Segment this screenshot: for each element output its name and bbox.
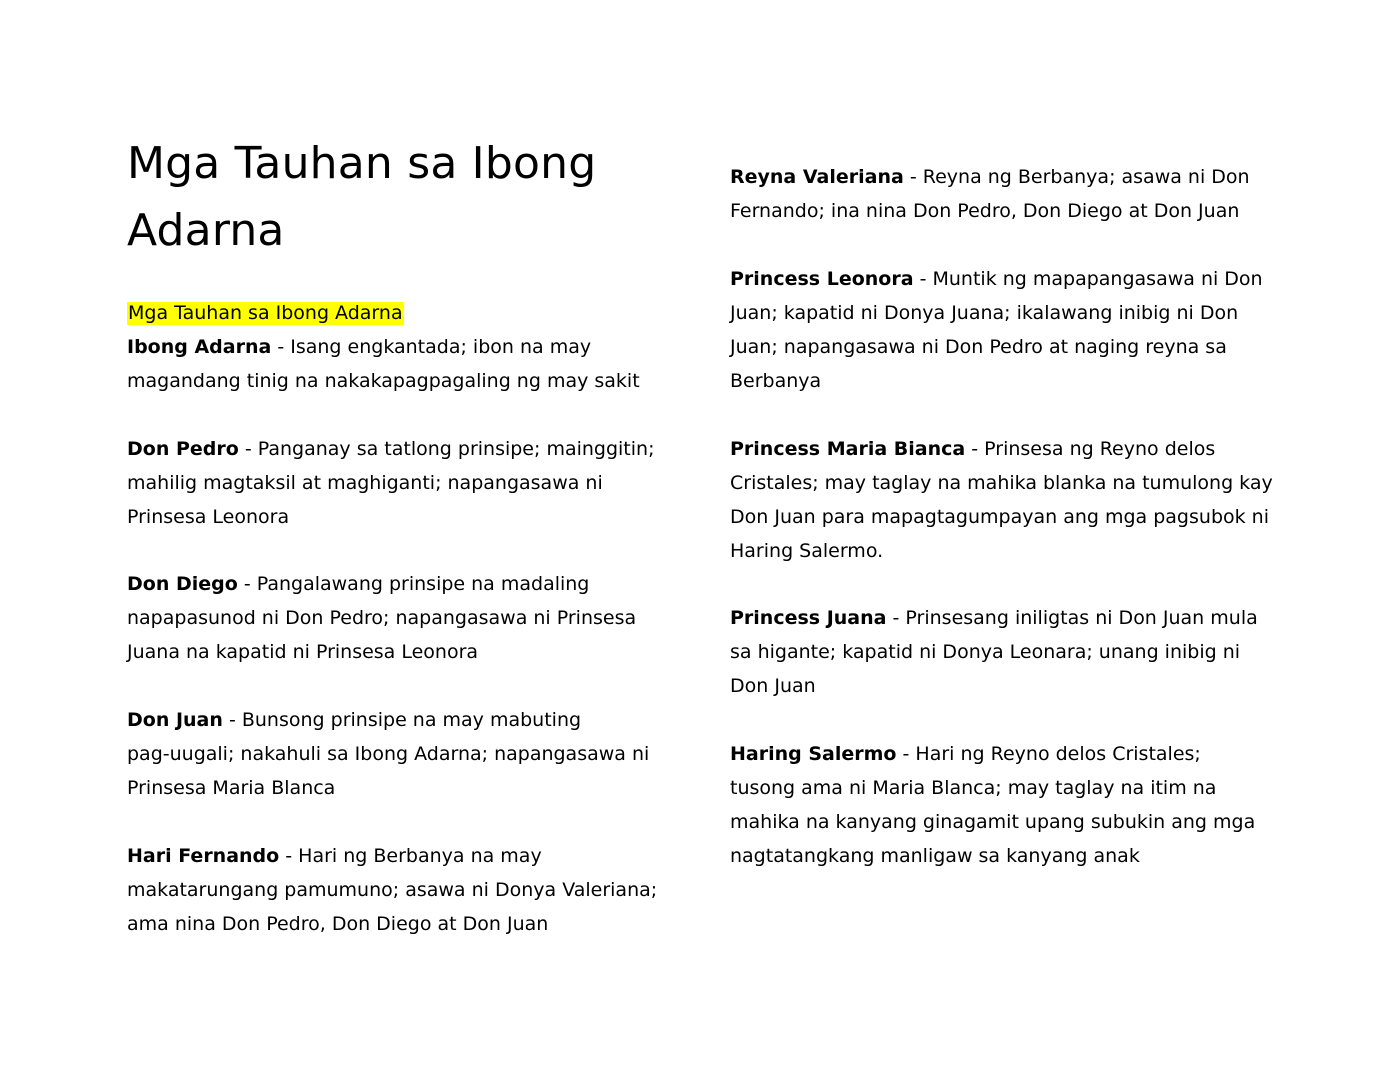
character-desc: Don Juan para mapagtagumpayan ang mga pagsubok ni (730, 506, 1269, 528)
character-desc: Don Juan (730, 675, 816, 697)
character-desc: Juan; kapatid ni Donya Juana; ikalawang inibig ni Don (730, 302, 1239, 324)
character-desc: - Reyna ng Berbanya; asawa ni Don (903, 166, 1250, 188)
character-desc: napapasunod ni Don Pedro; napangasawa ni Prinsesa (127, 607, 637, 629)
character-entry-princess-maria-bianca (730, 432, 1273, 568)
character-desc: magandang tinig na nakakapagpagaling ng may sakit (127, 370, 640, 392)
character-entry-princess-juana (730, 601, 1258, 703)
title-line-1: Mga Tauhan sa Ibong (127, 138, 597, 189)
character-entry-don-pedro (127, 432, 654, 534)
character-desc: pag-uugali; nakahuli sa Ibong Adarna; napangasawa ni (127, 743, 650, 765)
character-desc: - Panganay sa tatlong prinsipe; mainggitin; (238, 438, 655, 460)
character-desc: mahilig magtaksil at maghiganti; napangasawa ni (127, 472, 603, 494)
character-entry-don-juan (127, 703, 649, 805)
character-entry-hari-fernando (127, 839, 657, 941)
character-name: Don Diego (127, 573, 238, 595)
character-desc: - Hari ng Berbanya na may (279, 845, 542, 867)
character-desc: Cristales; may taglay na mahika blanka na tumulong kay (730, 472, 1273, 494)
character-entry-reyna-valeriana (730, 160, 1250, 228)
character-desc: sa higante; kapatid ni Donya Leonara; unang inibig ni (730, 641, 1241, 663)
character-desc: Juan; napangasawa ni Don Pedro at naging reyna sa (730, 336, 1227, 358)
character-desc: tusong ama ni Maria Blanca; may taglay na itim na (730, 777, 1217, 799)
character-name: Hari Fernando (127, 845, 280, 867)
page-title (127, 130, 596, 264)
character-desc: - Muntik ng mapapangasawa ni Don (913, 268, 1263, 290)
character-desc: Fernando; ina nina Don Pedro, Don Diego at Don Juan (730, 200, 1240, 222)
character-name: Reyna Valeriana (730, 166, 904, 188)
character-entry-ibong-adarna (127, 330, 640, 398)
character-entry-haring-salermo (730, 737, 1255, 873)
character-desc: - Hari ng Reyno delos Cristales; (896, 743, 1201, 765)
character-desc: Juana na kapatid ni Prinsesa Leonora (127, 641, 479, 663)
character-desc: - Pangalawang prinsipe na madaling (237, 573, 590, 595)
character-desc: - Isang engkantada; ibon na may (271, 336, 592, 358)
character-name: Don Juan (127, 709, 223, 731)
character-desc: nagtatangkang manligaw sa kanyang anak (730, 845, 1140, 867)
character-desc: Prinsesa Leonora (127, 506, 290, 528)
title-line-2: Adarna (127, 205, 285, 256)
character-desc: makatarungang pamumuno; asawa ni Donya Valeriana; (127, 879, 658, 901)
character-desc: Haring Salermo. (730, 540, 884, 562)
character-desc: mahika na kanyang ginagamit upang subukin ang mga (730, 811, 1256, 833)
character-name: Princess Juana (730, 607, 887, 629)
character-name: Ibong Adarna (127, 336, 272, 358)
character-entry-princess-leonora (730, 262, 1263, 398)
character-desc: ama nina Don Pedro, Don Diego at Don Juan (127, 913, 549, 935)
character-desc: Prinsesa Maria Blanca (127, 777, 336, 799)
character-desc: - Bunsong prinsipe na may mabuting (222, 709, 582, 731)
character-name: Princess Leonora (730, 268, 914, 290)
character-name: Haring Salermo (730, 743, 897, 765)
character-entry-don-diego (127, 567, 636, 669)
character-desc: Berbanya (730, 370, 822, 392)
character-name: Princess Maria Bianca (730, 438, 966, 460)
highlighted-heading (127, 296, 404, 330)
character-desc: - Prinsesa ng Reyno delos (965, 438, 1216, 460)
highlighted-heading-text: Mga Tauhan sa Ibong Adarna (128, 302, 403, 324)
character-desc: - Prinsesang iniligtas ni Don Juan mula (886, 607, 1258, 629)
character-name: Don Pedro (127, 438, 239, 460)
